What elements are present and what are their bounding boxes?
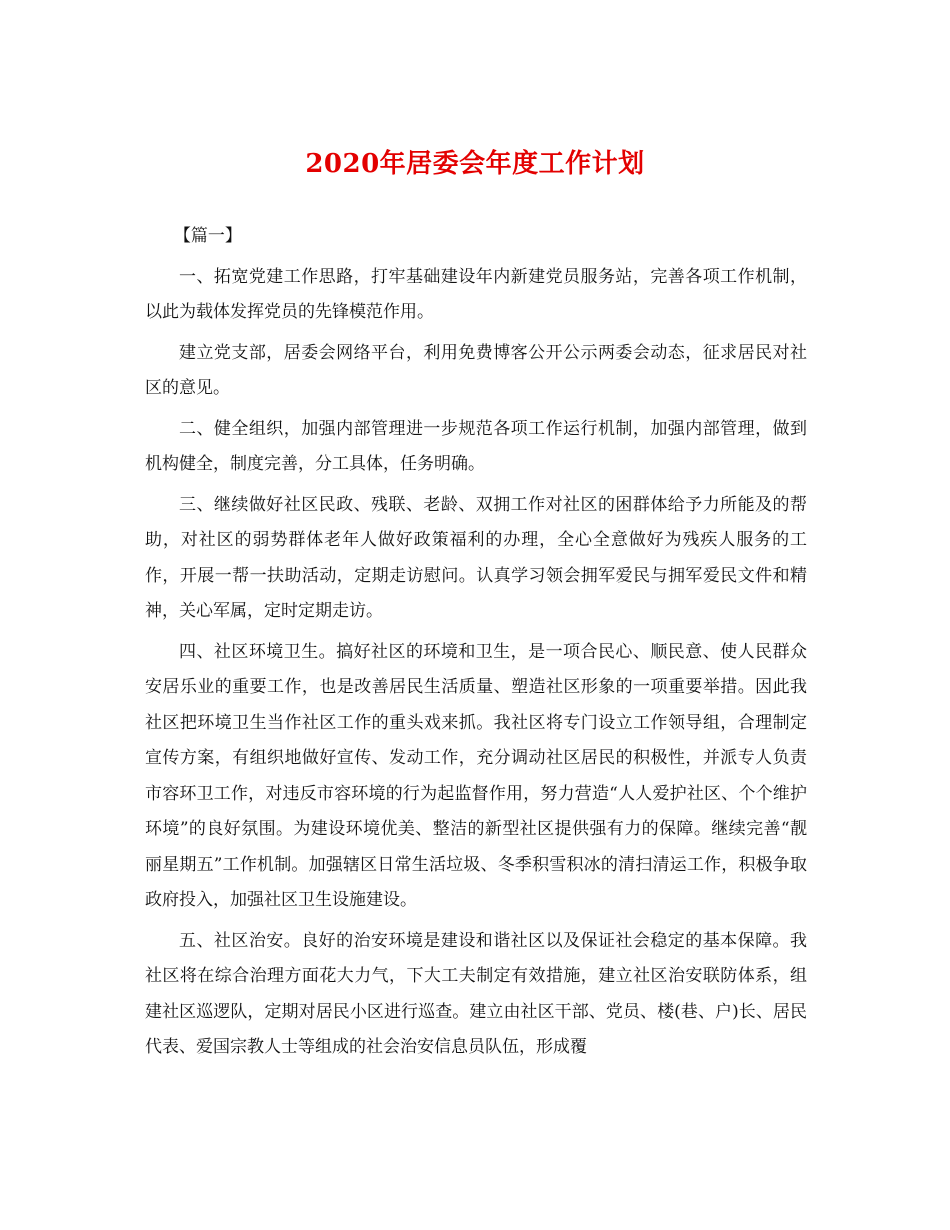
paragraph-civil-affairs: 三、继续做好社区民政、残联、老龄、双拥工作对社区的困群体给予力所能及的帮助，对社区的弱势群体老年人做好政策福利的办理，全心全意做好为残疾人服务的工作，开展一帮一扶助活动，定期走访慰问。认真学习领会拥军爱民与拥军爱民文件和精神，关心军属，定时定期走访。 (145, 494, 807, 621)
section-label: 【篇一】 (173, 226, 242, 246)
paragraph-environment: 四、社区环境卫生。搞好社区的环境和卫生，是一项合民心、顺民意、使人民群众安居乐业的重要工作，也是改善居民生活质量、塑造社区形象的一项重要举措。因此我社区把环境卫生当作社区工作的重头戏来抓。我社区将专门设立工作领导组，合理制定宣传方案，有组织地做好宣传、发动工作，充分调动社区居民的积极性，并派专人负责市容环卫工作，对违反市容环境的行为起监督作用，努力营造“人人爱护社区、个个维护环境”的良好氛围。为建设环境优美、整洁的新型社区提供强有力的保障。继续完善“靓丽星期五”工作机制。加强辖区日常生活垃圾、冬季积雪积冰的清扫清运工作，积极争取政府投入，加强社区卫生设施建设。 (145, 641, 807, 910)
document-body (145, 219, 807, 1071)
paragraph-public-security: 五、社区治安。良好的治安环境是建设和谐社区以及保证社会稳定的基本保障。我社区将在综合治理方面花大力气，下大工夫制定有效措施，建立社区治安联防体系，组建社区巡逻队，定期对居民小区进行巡查。建立由社区干部、党员、楼(巷、户)长、居民代表、爱国宗教人士等组成的社会治安信息员队伍，形成覆 (145, 930, 807, 1057)
paragraph-party-branch: 建立党支部，居委会网络平台，利用免费博客公开公示两委会动态，征求居民对社区的意见。 (145, 342, 807, 398)
document-title: 2020年居委会年度工作计划 (305, 149, 645, 179)
paragraph-party-building: 一、拓宽党建工作思路，打牢基础建设年内新建党员服务站，完善各项工作机制，以此为载体发挥党员的先锋模范作用。 (145, 266, 807, 322)
paragraph-organization: 二、健全组织，加强内部管理进一步规范各项工作运行机制，加强内部管理，做到机构健全，制度完善，分工具体，任务明确。 (145, 418, 807, 474)
